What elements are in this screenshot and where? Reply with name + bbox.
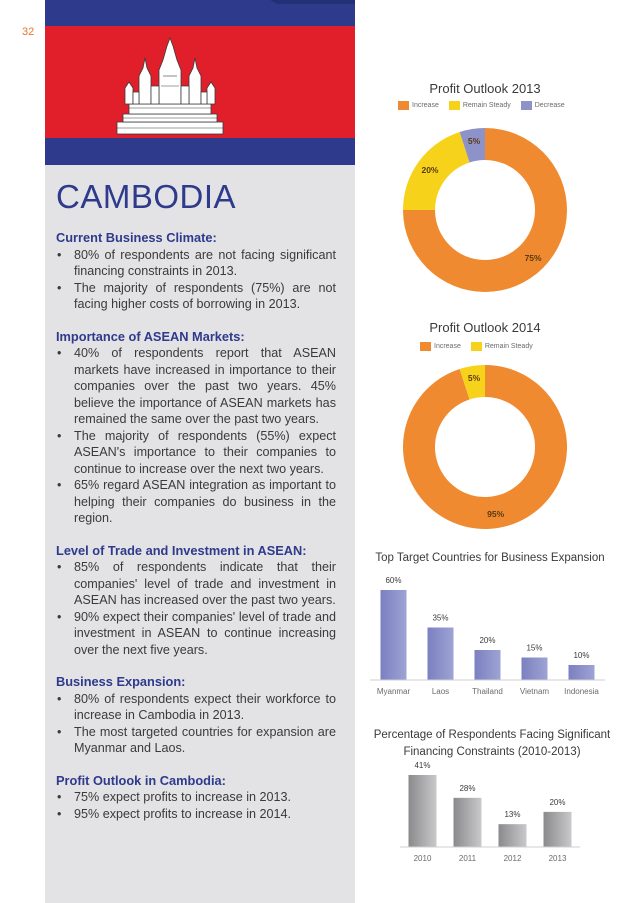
bar (381, 590, 407, 680)
category-label: 2013 (548, 854, 567, 863)
section-trade-investment (56, 543, 336, 659)
legend-swatch (521, 101, 532, 110)
bullet-item: • 65% regard ASEAN integration as important to helping their companies do business in the region. (56, 477, 336, 527)
page-number: 32 (22, 26, 35, 38)
chart-title-financing-constraints (362, 727, 622, 761)
category-label: Vietnam (519, 687, 550, 696)
bullet-item: • The majority of respondents (55%) expect ASEAN's importance to their companies to continue to increase over the next two years. (56, 428, 336, 478)
category-label: Thailand (472, 687, 503, 696)
legend-item (449, 101, 511, 110)
legend-item (398, 101, 439, 110)
slice-label: 75% (524, 253, 542, 264)
bar-value-label: 20% (549, 797, 566, 807)
bar (522, 658, 548, 681)
bar-chart-target-countries (370, 572, 610, 702)
bar-value-label: 20% (479, 636, 496, 645)
bar-value-label: 28% (459, 783, 476, 793)
legend-swatch (449, 101, 460, 110)
bar-value-label: 10% (573, 651, 590, 660)
bullet-item: • 80% of respondents are not facing significant financing constraints in 2013. (56, 247, 336, 280)
bar (428, 628, 454, 681)
legend-item (471, 342, 533, 351)
bar-value-label: 15% (526, 643, 543, 653)
chart-title-line: Percentage of Respondents Facing Significant (373, 729, 611, 741)
legend-swatch (398, 101, 409, 110)
chart-title-2014: Profit Outlook 2014 (429, 320, 541, 335)
category-label: Myanmar (376, 687, 411, 696)
slice-label: 5% (467, 135, 481, 146)
bar (475, 650, 501, 680)
section-asean-markets (56, 329, 336, 527)
section-heading: Level of Trade and Investment in ASEAN: (56, 542, 307, 558)
bullet-item: • 85% of respondents indicate that their companies' level of trade and investment in ASEAN has increased over the past two years. (56, 559, 336, 609)
flag-corner-fold (45, 0, 355, 165)
legend-2014 (420, 342, 533, 351)
bullet-item: • 75% expect profits to increase in 2013. (56, 789, 336, 806)
bar (544, 812, 572, 847)
category-label: 2011 (458, 854, 477, 863)
legend-item (420, 342, 461, 351)
legend-label: Remain Steady (484, 343, 533, 350)
bullet-item: • The majority of respondents (75%) are not facing higher costs of borrowing in 2013. (56, 280, 336, 313)
bar (569, 665, 595, 680)
slice-label: 20% (421, 165, 439, 176)
category-label: 2012 (503, 854, 522, 863)
legend-swatch (420, 342, 431, 351)
bullet-item: • 95% expect profits to increase in 2014. (56, 806, 336, 823)
bar-value-label: 13% (504, 810, 521, 820)
legend-label: Decrease (534, 102, 565, 109)
slice-label: 95% (487, 509, 505, 520)
category-label: Indonesia (564, 687, 599, 696)
section-heading: Importance of ASEAN Markets: (56, 328, 245, 344)
cambodia-flag (45, 0, 355, 165)
chart-title-2013: Profit Outlook 2013 (429, 81, 541, 96)
bar-value-label: 35% (432, 613, 449, 623)
bar (454, 798, 482, 847)
bullet-item: • 80% of respondents expect their workforce to increase in Cambodia in 2013. (56, 691, 336, 724)
country-title: CAMBODIA (56, 178, 237, 215)
bar (409, 775, 437, 847)
bar (499, 824, 527, 847)
slice-label: 5% (467, 372, 481, 383)
chart-title-target-countries: Top Target Countries for Business Expansion (375, 552, 605, 564)
bullet-item: • 90% expect their companies' level of trade and investment in ASEAN to continue increasing over the next five years. (56, 609, 336, 659)
donut-chart-2014 (400, 362, 570, 532)
legend-label: Remain Steady (462, 102, 511, 109)
legend-label: Increase (412, 102, 439, 109)
bar-value-label: 41% (414, 761, 431, 770)
category-label: 2010 (413, 854, 432, 863)
legend-2013 (398, 101, 565, 110)
section-heading: Current Business Climate: (56, 230, 217, 245)
legend-label: Increase (434, 343, 461, 350)
bar-chart-financing-constraints (370, 757, 610, 867)
section-heading: Profit Outlook in Cambodia: (56, 772, 226, 788)
section-profit-outlook (56, 773, 336, 823)
section-business-expansion (56, 674, 336, 757)
bullet-item: • 40% of respondents report that ASEAN markets have increased in importance to their companies over the past two years. 45% believe the importance of ASEAN markets has remained the same over the past two years. (56, 345, 336, 428)
category-label: Laos (431, 687, 450, 696)
donut-chart-2013 (400, 125, 570, 295)
section-heading: Business Expansion: (56, 674, 186, 689)
bar-value-label: 60% (385, 576, 402, 585)
legend-swatch (471, 342, 482, 351)
summary-content (56, 230, 336, 838)
chart-title-line: Financing Constraints (2010-2013) (403, 746, 581, 758)
bullet-item: • The most targeted countries for expansion are Myanmar and Laos. (56, 724, 336, 757)
legend-item (521, 101, 565, 110)
section-business-climate (56, 230, 336, 313)
